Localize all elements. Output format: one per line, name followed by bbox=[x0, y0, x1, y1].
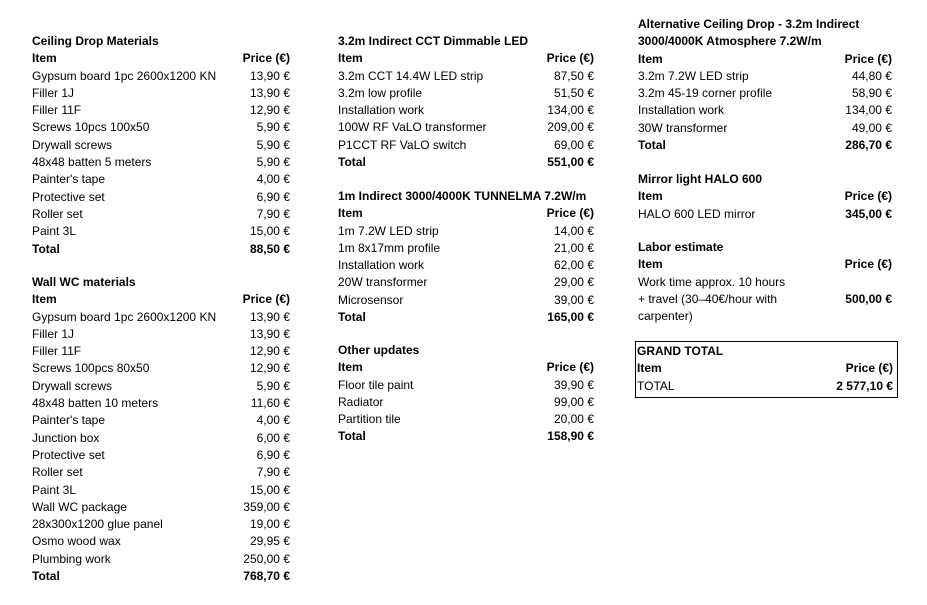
row-item: Plumbing work bbox=[32, 551, 111, 566]
table-row bbox=[32, 223, 290, 240]
wall-wc-section bbox=[32, 274, 290, 585]
table-row bbox=[32, 395, 290, 412]
total-price: 286,70 € bbox=[845, 138, 892, 153]
row-item: Filler 11F bbox=[32, 103, 82, 118]
row-item: 30W transformer bbox=[638, 120, 728, 135]
total-label: Total bbox=[338, 310, 366, 325]
table-row bbox=[338, 292, 594, 309]
row-item: Installation work bbox=[338, 103, 425, 118]
table-body bbox=[338, 377, 594, 429]
header-item: Item bbox=[338, 360, 363, 375]
header-price: Price (€) bbox=[546, 51, 594, 66]
table-header bbox=[638, 256, 892, 273]
row-item: Partition tile bbox=[338, 412, 401, 427]
mirror-section bbox=[638, 171, 892, 223]
table-body bbox=[338, 68, 594, 154]
table-row bbox=[338, 85, 594, 102]
row-item: Screws 10pcs 100x50 bbox=[32, 120, 150, 135]
row-item: TOTAL bbox=[637, 378, 675, 393]
row-price: 6,00 € bbox=[256, 430, 290, 445]
table-row bbox=[338, 240, 594, 257]
row-price: 99,00 € bbox=[553, 394, 594, 409]
row-price: 62,00 € bbox=[553, 258, 594, 273]
total-row bbox=[338, 309, 594, 326]
labor-price: 500,00 € bbox=[845, 291, 892, 306]
row-item: Paint 3L bbox=[32, 482, 77, 497]
table-body bbox=[32, 309, 290, 568]
header-price: Price (€) bbox=[844, 189, 892, 204]
row-item: Paint 3L bbox=[32, 224, 77, 239]
table-row bbox=[32, 516, 290, 533]
section-title: Other updates bbox=[338, 343, 420, 357]
row-price: 13,90 € bbox=[249, 309, 290, 324]
row-price: 134,00 € bbox=[845, 103, 892, 118]
table-row bbox=[32, 464, 290, 481]
row-item: Wall WC package bbox=[32, 499, 127, 514]
section-title: Wall WC materials bbox=[32, 275, 136, 289]
row-price: 15,00 € bbox=[249, 224, 290, 239]
table-header bbox=[638, 51, 892, 68]
row-price: 13,90 € bbox=[249, 68, 290, 83]
table-row bbox=[32, 309, 290, 326]
section-title: 3.2m Indirect CCT Dimmable LED bbox=[338, 34, 529, 48]
row-price: 11,60 € bbox=[250, 396, 290, 411]
tunnelma-section bbox=[338, 188, 594, 326]
labor-line: Work time approx. 10 hours bbox=[638, 274, 786, 289]
total-price: 551,00 € bbox=[547, 155, 594, 170]
row-item: Installation work bbox=[338, 258, 425, 273]
header-price: Price (€) bbox=[242, 51, 290, 66]
row-price: 345,00 € bbox=[845, 206, 892, 221]
total-label: Total bbox=[338, 155, 366, 170]
row-item: Installation work bbox=[638, 103, 725, 118]
row-item: Radiator bbox=[338, 394, 384, 409]
grand-total-row bbox=[637, 378, 893, 395]
table-row bbox=[32, 206, 290, 223]
row-item: Drywall screws bbox=[32, 378, 113, 393]
row-price: 19,00 € bbox=[249, 517, 290, 532]
table-row bbox=[338, 102, 594, 119]
table-header bbox=[338, 359, 594, 376]
row-item: 48x48 batten 10 meters bbox=[32, 396, 159, 411]
section-title: Labor estimate bbox=[638, 240, 724, 254]
row-price: 13,90 € bbox=[249, 326, 290, 341]
table-header bbox=[638, 188, 892, 205]
row-price: 134,00 € bbox=[547, 103, 594, 118]
row-price: 21,00 € bbox=[553, 240, 594, 255]
table-row bbox=[338, 257, 594, 274]
table-row bbox=[32, 551, 290, 568]
row-price: 87,50 € bbox=[553, 68, 594, 83]
header-price: Price (€) bbox=[844, 51, 892, 66]
row-item: Filler 11F bbox=[32, 344, 82, 359]
total-price: 768,70 € bbox=[243, 569, 290, 584]
row-price: 49,00 € bbox=[851, 120, 892, 135]
table-row bbox=[338, 411, 594, 428]
row-item: 1m 8x17mm profile bbox=[338, 240, 441, 255]
table-row bbox=[32, 68, 290, 85]
section-title: Ceiling Drop Materials bbox=[32, 34, 159, 48]
total-label: Total bbox=[338, 429, 366, 444]
row-price: 12,90 € bbox=[249, 361, 290, 376]
header-item: Item bbox=[638, 51, 663, 66]
row-price: 5,90 € bbox=[256, 378, 290, 393]
row-price: 12,90 € bbox=[249, 344, 290, 359]
table-header bbox=[637, 360, 893, 377]
row-price: 5,90 € bbox=[256, 120, 290, 135]
ceiling-drop-section bbox=[32, 33, 290, 258]
header-item: Item bbox=[638, 257, 663, 272]
table-body bbox=[638, 68, 892, 137]
header-price: Price (€) bbox=[844, 257, 892, 272]
table-body bbox=[338, 223, 594, 309]
header-item: Item bbox=[637, 361, 662, 376]
row-price: 250,00 € bbox=[243, 551, 290, 566]
row-item: Osmo wood wax bbox=[32, 534, 121, 549]
row-item: 20W transformer bbox=[338, 275, 428, 290]
row-price: 209,00 € bbox=[547, 120, 594, 135]
table-body bbox=[32, 68, 290, 241]
total-price: 158,90 € bbox=[547, 429, 594, 444]
table-header bbox=[32, 50, 290, 67]
row-item: Drywall screws bbox=[32, 137, 113, 152]
row-price: 39,90 € bbox=[553, 377, 594, 392]
row-price: 29,00 € bbox=[553, 275, 594, 290]
table-header bbox=[338, 205, 594, 222]
total-price: 88,50 € bbox=[249, 241, 290, 256]
row-price: 6,90 € bbox=[256, 447, 290, 462]
header-item: Item bbox=[338, 51, 363, 66]
row-price: 20,00 € bbox=[553, 412, 594, 427]
row-item: Microsensor bbox=[338, 292, 404, 307]
grand-total-box bbox=[635, 341, 898, 398]
row-price: 15,00 € bbox=[249, 482, 290, 497]
row-price: 4,00 € bbox=[256, 172, 290, 187]
header-price: Price (€) bbox=[242, 292, 290, 307]
other-updates-section bbox=[338, 342, 594, 446]
row-item: HALO 600 LED mirror bbox=[638, 206, 756, 221]
table-row bbox=[338, 274, 594, 291]
row-price: 7,90 € bbox=[256, 465, 290, 480]
labor-description bbox=[638, 274, 803, 326]
header-price: Price (€) bbox=[546, 360, 594, 375]
total-price: 165,00 € bbox=[547, 310, 594, 325]
table-row bbox=[32, 189, 290, 206]
section-title-line1: Alternative Ceiling Drop - 3.2m Indirect bbox=[638, 17, 860, 31]
row-item: 100W RF VaLO transformer bbox=[338, 120, 487, 135]
row-item: 48x48 batten 5 meters bbox=[32, 155, 152, 170]
table-row bbox=[32, 533, 290, 550]
table-row bbox=[638, 120, 892, 137]
row-item: Painter's tape bbox=[32, 172, 106, 187]
table-row bbox=[32, 154, 290, 171]
row-item: Filler 1J bbox=[32, 326, 75, 341]
table-row bbox=[32, 326, 290, 343]
table-row bbox=[338, 223, 594, 240]
table-row bbox=[32, 378, 290, 395]
row-price: 4,00 € bbox=[256, 413, 290, 428]
row-item: 3.2m 45-19 corner profile bbox=[638, 86, 773, 101]
row-item: Roller set bbox=[32, 465, 83, 480]
table-row bbox=[338, 68, 594, 85]
total-label: Total bbox=[32, 241, 60, 256]
total-row bbox=[638, 137, 892, 154]
header-item: Item bbox=[338, 206, 363, 221]
row-price: 51,50 € bbox=[553, 85, 594, 100]
table-row bbox=[32, 171, 290, 188]
table-row bbox=[32, 102, 290, 119]
row-item: Roller set bbox=[32, 206, 83, 221]
header-price: Price (€) bbox=[546, 206, 594, 221]
total-row bbox=[338, 428, 594, 445]
table-row bbox=[32, 119, 290, 136]
section-title: Mirror light HALO 600 bbox=[638, 172, 763, 186]
row-item: Filler 1J bbox=[32, 85, 75, 100]
table-row bbox=[32, 360, 290, 377]
table-row bbox=[338, 137, 594, 154]
row-price: 7,90 € bbox=[256, 206, 290, 221]
table-row bbox=[32, 343, 290, 360]
labor-line: + travel (30–40€/hour with bbox=[638, 291, 778, 306]
row-item: P1CCT RF VaLO switch bbox=[338, 137, 467, 152]
row-price: 29,95 € bbox=[249, 534, 290, 549]
row-price: 13,90 € bbox=[249, 85, 290, 100]
table-row bbox=[32, 430, 290, 447]
row-price: 6,90 € bbox=[256, 189, 290, 204]
row-price: 5,90 € bbox=[256, 155, 290, 170]
row-price: 69,00 € bbox=[553, 137, 594, 152]
row-item: 1m 7.2W LED strip bbox=[338, 223, 439, 238]
row-price: 14,00 € bbox=[553, 223, 594, 238]
row-price: 359,00 € bbox=[243, 499, 290, 514]
table-row bbox=[32, 499, 290, 516]
table-row bbox=[338, 119, 594, 136]
table-row bbox=[32, 482, 290, 499]
table-header bbox=[338, 50, 594, 67]
grand-total-title: GRAND TOTAL bbox=[637, 344, 724, 358]
row-item: 3.2m CCT 14.4W LED strip bbox=[338, 68, 484, 83]
table-row bbox=[638, 85, 892, 102]
section-title-line2: 3000/4000K Atmosphere 7.2W/m bbox=[638, 34, 822, 49]
total-label: Total bbox=[32, 569, 60, 584]
table-row bbox=[338, 394, 594, 411]
table-row bbox=[32, 137, 290, 154]
header-item: Item bbox=[32, 51, 57, 66]
total-row bbox=[32, 241, 290, 258]
row-item: Painter's tape bbox=[32, 413, 106, 428]
total-label: Total bbox=[638, 138, 666, 153]
row-price: 12,90 € bbox=[249, 103, 290, 118]
row-item: Screws 100pcs 80x50 bbox=[32, 361, 150, 376]
cct-led-section bbox=[338, 33, 594, 171]
total-row bbox=[32, 568, 290, 585]
section-title: 1m Indirect 3000/4000K TUNNELMA 7.2W/m bbox=[338, 189, 587, 203]
row-item: 3.2m 7.2W LED strip bbox=[638, 68, 749, 83]
labor-section bbox=[638, 239, 892, 325]
table-row bbox=[638, 274, 892, 326]
header-item: Item bbox=[638, 189, 663, 204]
row-item: Junction box bbox=[32, 430, 100, 445]
row-price: 39,00 € bbox=[553, 292, 594, 307]
row-item: Protective set bbox=[32, 447, 105, 462]
row-item: 28x300x1200 glue panel bbox=[32, 517, 163, 532]
table-row bbox=[32, 447, 290, 464]
table-header bbox=[32, 291, 290, 308]
table-row bbox=[32, 412, 290, 429]
header-price: Price (€) bbox=[845, 361, 893, 376]
row-item: Protective set bbox=[32, 189, 105, 204]
alt-ceiling-section bbox=[638, 16, 892, 154]
header-item: Item bbox=[32, 292, 57, 307]
row-item: Gypsum board 1pc 2600x1200 KN bbox=[32, 68, 217, 83]
row-item: Gypsum board 1pc 2600x1200 KN bbox=[32, 309, 217, 324]
row-price: 5,90 € bbox=[256, 137, 290, 152]
row-item: 3.2m low profile bbox=[338, 85, 423, 100]
grand-total-value: 2 577,10 € bbox=[836, 378, 893, 393]
table-row bbox=[638, 68, 892, 85]
table-row bbox=[338, 377, 594, 394]
row-price: 58,90 € bbox=[851, 86, 892, 101]
labor-line: carpenter) bbox=[638, 309, 693, 324]
row-item: Floor tile paint bbox=[338, 377, 414, 392]
table-row bbox=[638, 206, 892, 223]
table-row bbox=[32, 85, 290, 102]
table-row bbox=[638, 102, 892, 119]
row-price: 44,80 € bbox=[851, 68, 892, 83]
total-row bbox=[338, 154, 594, 171]
